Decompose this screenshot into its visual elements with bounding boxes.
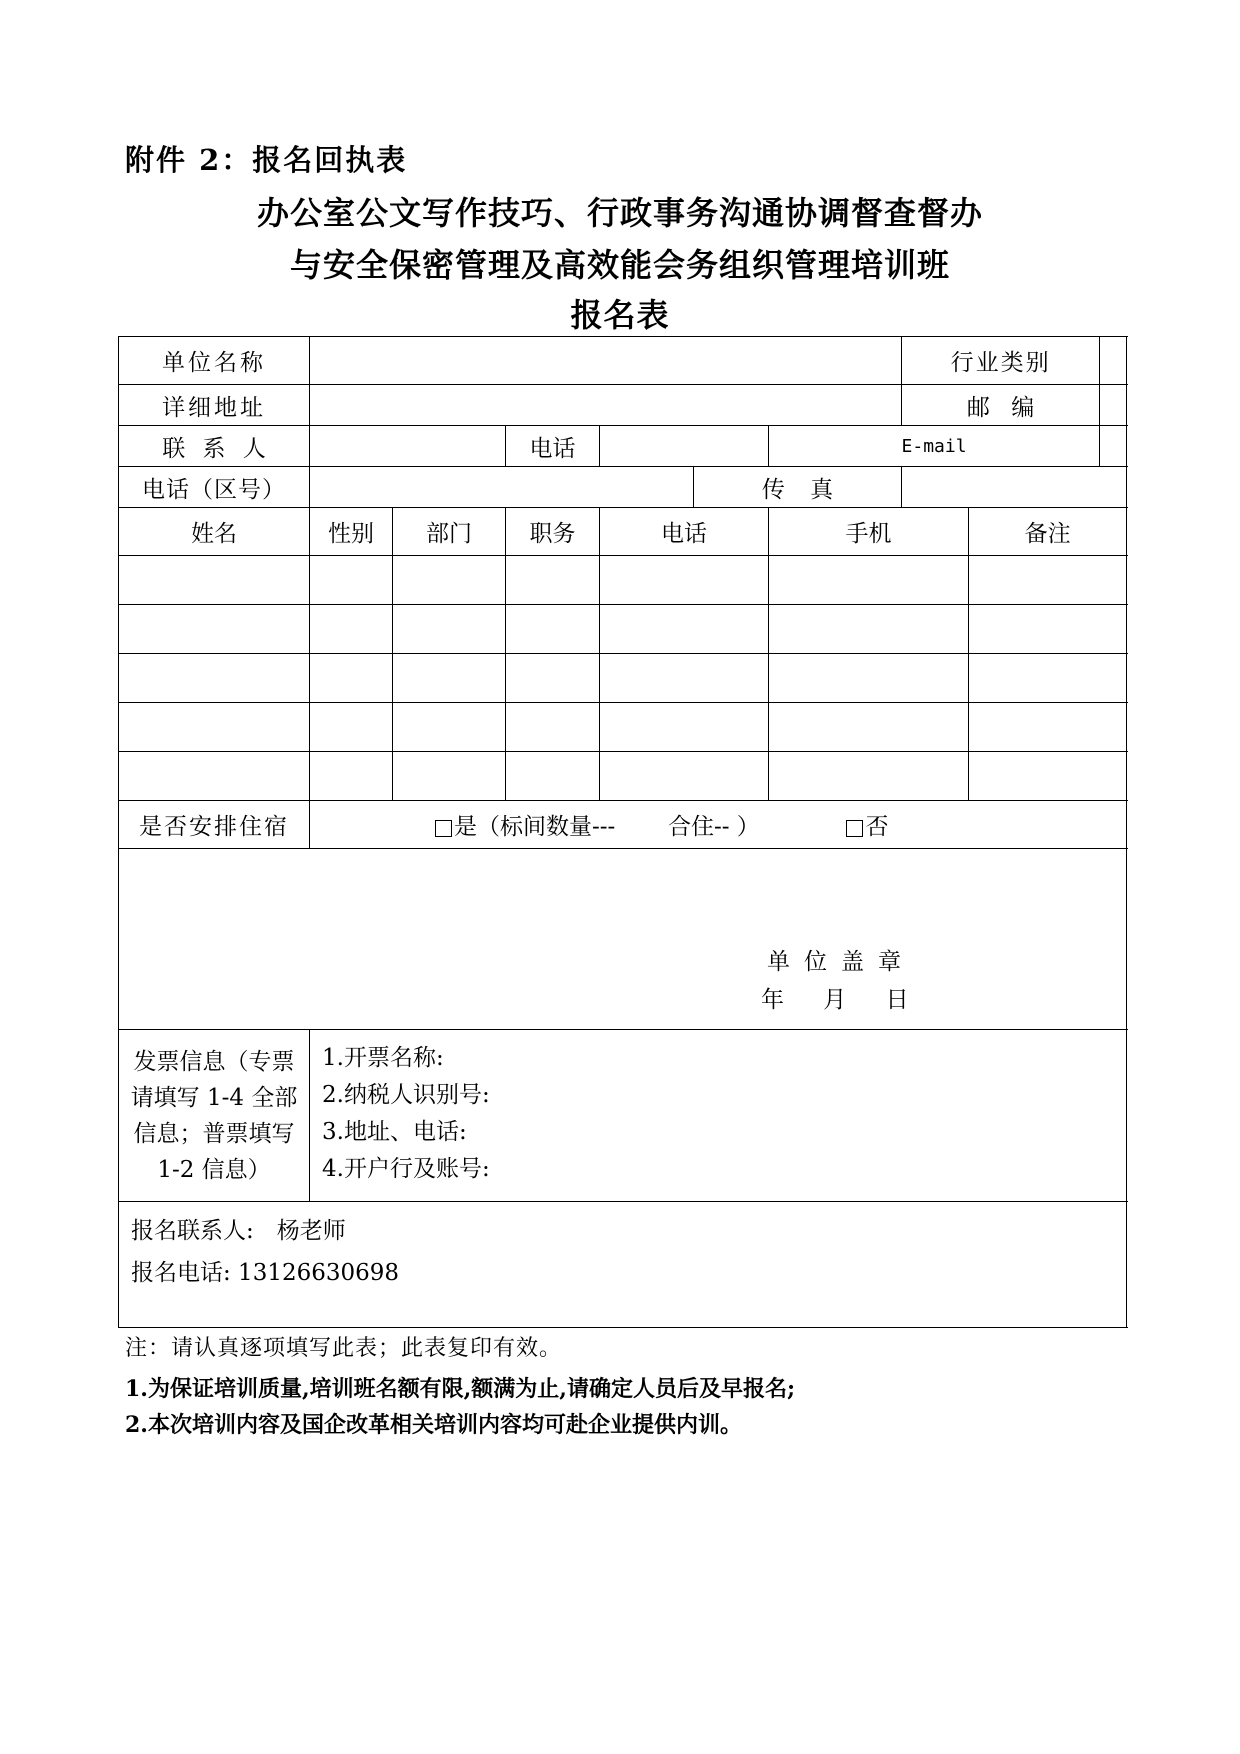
stamp-label: 单位盖章	[767, 949, 915, 975]
note-item-1: 1.为保证培训质量,培训班名额有限,额满为止,请确定人员后及早报名;	[125, 1376, 796, 1402]
attendee-phone-cell[interactable]	[600, 703, 769, 752]
attendee-phone-cell[interactable]	[600, 605, 769, 654]
attendee-mobile-cell[interactable]	[769, 654, 969, 703]
invoice-item-address-phone: 3.地址、电话:	[322, 1119, 467, 1145]
form-title-line-2: 与安全保密管理及高效能会务组织管理培训班	[289, 246, 950, 284]
postcode-field[interactable]	[1100, 385, 1127, 426]
stamp-cell[interactable]	[119, 849, 1127, 1030]
attendee-department-cell[interactable]	[393, 654, 506, 703]
attendee-department-cell[interactable]	[393, 703, 506, 752]
accommodation-options	[310, 801, 1127, 849]
attendee-mobile-cell[interactable]	[769, 556, 969, 605]
unit-name-field[interactable]	[310, 337, 902, 385]
address-field[interactable]	[310, 385, 902, 426]
area-phone-label: 电话（区号）	[119, 467, 310, 508]
registration-form-table	[118, 336, 1127, 1328]
attendee-remarks-cell[interactable]	[969, 556, 1127, 605]
attendee-name-cell[interactable]	[119, 556, 310, 605]
attendee-position-cell[interactable]	[506, 703, 600, 752]
col-phone-header: 电话	[600, 508, 769, 556]
attendee-row	[119, 654, 1127, 703]
attendee-gender-cell[interactable]	[310, 605, 393, 654]
invoice-row	[119, 1030, 1127, 1202]
attendee-position-cell[interactable]	[506, 752, 600, 801]
attendee-header-row	[119, 508, 1127, 556]
accommodation-no-checkbox[interactable]	[846, 820, 863, 837]
attendee-remarks-cell[interactable]	[969, 703, 1127, 752]
registration-contact-row	[119, 1202, 1127, 1328]
invoice-item-tax-id: 2.纳税人识别号:	[322, 1082, 490, 1108]
area-phone-row	[119, 467, 1127, 508]
contact-phone-field[interactable]	[600, 426, 769, 467]
attendee-gender-cell[interactable]	[310, 703, 393, 752]
attendee-gender-cell[interactable]	[310, 654, 393, 703]
stamp-row	[119, 849, 1127, 1030]
attendee-name-cell[interactable]	[119, 605, 310, 654]
invoice-item-bank-account: 4.开户行及账号:	[322, 1156, 490, 1182]
attendee-gender-cell[interactable]	[310, 556, 393, 605]
attendee-department-cell[interactable]	[393, 556, 506, 605]
invoice-label: 发票信息（专票请填写 1-4 全部信息；普票填写 1-2 信息）	[119, 1030, 310, 1202]
industry-field[interactable]	[1100, 337, 1127, 385]
attendee-position-cell[interactable]	[506, 556, 600, 605]
contact-person-field[interactable]	[310, 426, 506, 467]
attendee-remarks-cell[interactable]	[969, 752, 1127, 801]
accommodation-no-label: 否	[865, 814, 889, 840]
unit-name-label: 单位名称	[119, 337, 310, 385]
col-position-header: 职务	[506, 508, 600, 556]
attendee-name-cell[interactable]	[119, 752, 310, 801]
address-row	[119, 385, 1127, 426]
email-field[interactable]	[1100, 426, 1127, 467]
col-name-header: 姓名	[119, 508, 310, 556]
address-label: 详细地址	[119, 385, 310, 426]
accommodation-row	[119, 801, 1127, 849]
attendee-remarks-cell[interactable]	[969, 605, 1127, 654]
attendee-position-cell[interactable]	[506, 605, 600, 654]
accommodation-shared-label: 合住-- ）	[667, 814, 760, 840]
form-note: 注：请认真逐项填写此表；此表复印有效。	[125, 1336, 563, 1361]
unit-name-row	[119, 337, 1127, 385]
attendee-name-cell[interactable]	[119, 703, 310, 752]
attendee-name-cell[interactable]	[119, 654, 310, 703]
col-gender-header: 性别	[310, 508, 393, 556]
fax-field[interactable]	[902, 467, 1127, 508]
industry-label: 行业类别	[902, 337, 1100, 385]
attendee-remarks-cell[interactable]	[969, 654, 1127, 703]
email-label: E-mail	[769, 426, 1100, 467]
form-title-line-1: 办公室公文写作技巧、行政事务沟通协调督查督办	[256, 194, 983, 232]
postcode-label: 邮 编	[902, 385, 1100, 426]
registration-contact-cell	[119, 1202, 1127, 1328]
contact-phone-label: 电话	[506, 426, 600, 467]
registration-contact-person: 报名联系人: 杨老师	[131, 1218, 346, 1244]
col-department-header: 部门	[393, 508, 506, 556]
contact-row	[119, 426, 1127, 467]
attendee-phone-cell[interactable]	[600, 556, 769, 605]
accommodation-label: 是否安排住宿	[119, 801, 310, 849]
form-title-line-3: 报名表	[570, 296, 670, 334]
attendee-row	[119, 703, 1127, 752]
area-phone-field[interactable]	[310, 467, 694, 508]
col-mobile-header: 手机	[769, 508, 969, 556]
registration-phone: 报名电话: 13126630698	[131, 1260, 400, 1286]
attendee-mobile-cell[interactable]	[769, 703, 969, 752]
attendee-department-cell[interactable]	[393, 605, 506, 654]
attendee-gender-cell[interactable]	[310, 752, 393, 801]
attendee-row	[119, 605, 1127, 654]
attendee-mobile-cell[interactable]	[769, 752, 969, 801]
attendee-position-cell[interactable]	[506, 654, 600, 703]
invoice-fields[interactable]	[310, 1030, 1127, 1202]
attachment-label: 附件 2：报名回执表	[125, 143, 408, 177]
attendee-department-cell[interactable]	[393, 752, 506, 801]
attendee-phone-cell[interactable]	[600, 752, 769, 801]
note-item-2: 2.本次培训内容及国企改革相关培训内容均可赴企业提供内训。	[125, 1412, 742, 1438]
attendee-phone-cell[interactable]	[600, 654, 769, 703]
attendee-mobile-cell[interactable]	[769, 605, 969, 654]
accommodation-yes-label: 是（标间数量---	[454, 814, 616, 840]
attendee-row	[119, 556, 1127, 605]
invoice-item-title: 1.开票名称:	[322, 1045, 444, 1071]
stamp-date-label: 年 月 日	[761, 987, 909, 1013]
contact-person-label: 联 系 人	[119, 426, 310, 467]
fax-label: 传 真	[694, 467, 902, 508]
accommodation-yes-checkbox[interactable]	[435, 820, 452, 837]
attendee-row	[119, 752, 1127, 801]
col-remarks-header: 备注	[969, 508, 1127, 556]
